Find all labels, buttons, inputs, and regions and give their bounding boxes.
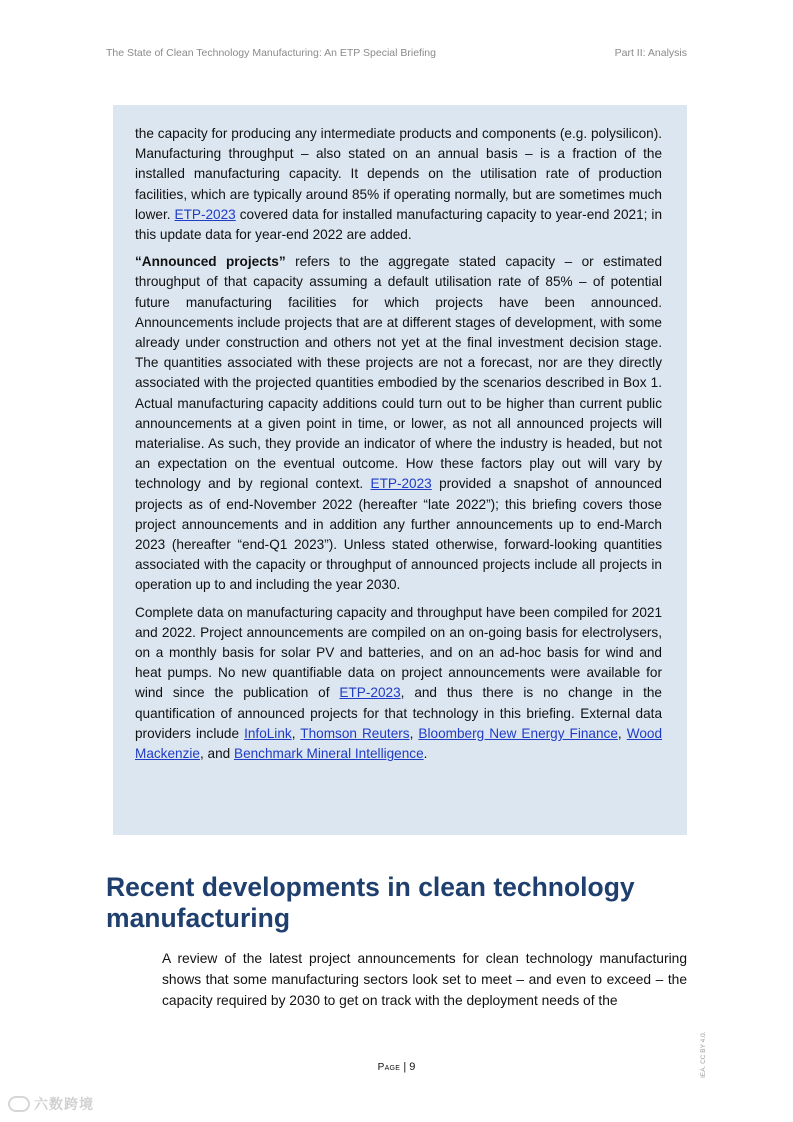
running-header-part: Part II: Analysis bbox=[614, 47, 687, 59]
box-paragraph-3: Complete data on manufacturing capacity and throughput have been compiled for 2021 and 2022. Project announcements are compiled on an on-going basis for electrolysers, on a monthly basis for solar PV and batteries, and on an ad-hoc basis for wind and heat pumps. No new quantifiable data on project announcements were available for wind since the publication of ETP-2023, and thus there is no change in the quantification of announced projects for that technology in this briefing. External data providers include InfoLink, Thomson Reuters, Bloomberg New Energy Finance, Wood Mackenzie, and Benchmark Mineral Intelligence. bbox=[135, 604, 663, 762]
watermark-text: 六数跨境 bbox=[34, 1096, 94, 1112]
etp-2023-link[interactable]: ETP-2023 bbox=[174, 206, 236, 222]
infolink-link[interactable]: InfoLink bbox=[244, 725, 292, 741]
section-heading: Recent developments in clean technology manufacturing bbox=[106, 872, 635, 933]
page-number: Page | 9 bbox=[377, 1061, 416, 1073]
watermark bbox=[8, 1094, 94, 1114]
info-box bbox=[113, 105, 687, 835]
box-paragraph-2: “Announced projects” refers to the aggregate stated capacity – or estimated throughput of that capacity assuming a default utilisation rate of 85% – of potential future manufacturing facilities for which projects have been announced. Announcements include projects that are at different stages of development, with some already under construction and others not yet at the final investment decision stage. The quantities associated with these projects are not a forecast, nor are they directly associated with the projected quantities embodied by the scenarios described in Box 1. Actual manufacturing capacity additions could turn out to be higher than current public announcements at a given point in time, or lower, as not all announced projects will materialise. As such, they provide an indicator of where the industry is headed, but not an expectation on the eventual outcome. How these factors play out will vary by technology and by regional context. ETP-2023 provided a snapshot of announced projects as of end-November 2022 (hereafter “late 2022”); this briefing covers those project announcements and in addition any further announcements up to end-March 2023 (hereafter “end-Q1 2023”). Unless stated otherwise, forward-looking quantities associated with the capacity or throughput of announced projects include all projects in operation up to and including the year 2030. bbox=[135, 254, 663, 593]
section-intro-paragraph: A review of the latest project announcements for clean technology manufacturing shows that some manufacturing sectors look set to meet – and even to exceed – the capacity required by 2030 to get on track with the deployment needs of the bbox=[162, 951, 687, 1008]
thomson-reuters-link[interactable]: Thomson Reuters bbox=[300, 725, 410, 741]
license-note: IEA. CC BY 4.0. bbox=[700, 1031, 707, 1078]
etp-2023-link[interactable]: ETP-2023 bbox=[339, 685, 401, 701]
announced-projects-term: “Announced projects” bbox=[135, 254, 286, 270]
box-paragraph-1: the capacity for producing any intermediate products and components (e.g. polysilicon). Manufacturing throughput – also stated on an annual basis – is a fraction of the installed manufacturing capacity. It depends on the utilisation rate of production facilities, which are typically around 85% if operating normally, but are sometimes much lower. ETP-2023 covered data for installed manufacturing capacity to year-end 2021; in this update data for year-end 2022 are added. bbox=[135, 126, 663, 243]
wood-mackenzie-link[interactable]: Wood Mackenzie bbox=[135, 725, 663, 762]
bnef-link[interactable]: Bloomberg New Energy Finance bbox=[418, 725, 618, 741]
benchmark-mineral-intelligence-link[interactable]: Benchmark Mineral Intelligence bbox=[234, 746, 424, 762]
running-header-title: The State of Clean Technology Manufacturing: An ETP Special Briefing bbox=[106, 47, 436, 59]
watermark-logo-icon bbox=[8, 1096, 30, 1112]
etp-2023-link[interactable]: ETP-2023 bbox=[370, 476, 432, 492]
